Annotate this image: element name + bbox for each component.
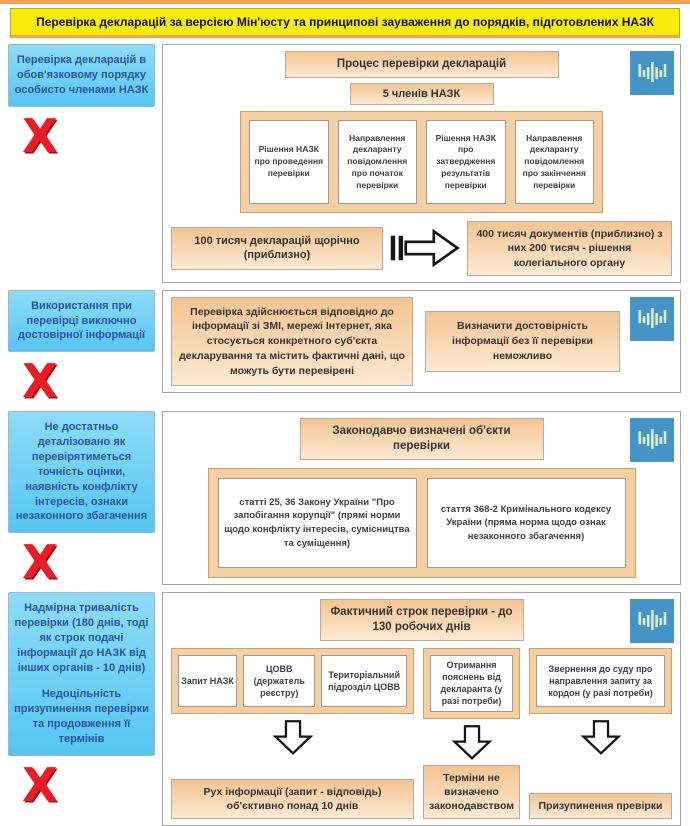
section-3-objection-column bbox=[8, 411, 155, 590]
section-3 bbox=[8, 411, 681, 590]
objection-duration-text: Надмірна тривалість перевірки (180 днів, тоді як строк подачі інформації до НАЗК від інших органів - 10 днів) bbox=[14, 602, 149, 674]
section-1-panel bbox=[162, 44, 681, 283]
objection-box: Використання при перевірці виключно достовірної інформації bbox=[8, 290, 155, 353]
process-steps-container bbox=[240, 111, 603, 213]
flow-arrow-down-icon bbox=[450, 724, 494, 761]
court-request-column bbox=[529, 648, 672, 819]
flow-arrow-right-icon bbox=[389, 225, 461, 271]
ministry-justice-logo-icon bbox=[630, 51, 674, 95]
law-article: статті 25, 36 Закону України "Про запобігання корупції" (прямі норми щодо конфлікту інтересів, сумісництва та суміщення) bbox=[218, 478, 417, 568]
objection-box: Не достатньо деталізовано як перевірятиметься точність оцінки, наявність конфлікту інтересів, ознаки незаконного збагачення bbox=[8, 411, 155, 533]
section-4-panel bbox=[162, 592, 681, 826]
flow-arrow-down-icon bbox=[579, 719, 623, 756]
information-source-box: Перевірка здійснюється відповідно до інформації зі ЗМІ, мережі Інтернет, яка стосується конкретного суб'єкта декларування та містить фактичні дані, що можуть бути перевірені bbox=[171, 297, 413, 386]
process-step: Направлення декларанту повідомлення про початок перевірки bbox=[338, 120, 418, 204]
legal-articles-container bbox=[208, 468, 636, 578]
section-1-objection-column bbox=[8, 44, 155, 163]
court-request-box: Звернення до суду про направлення запиту за кордон (у разі потреби) bbox=[536, 655, 665, 707]
rejection-x-mark: X bbox=[22, 354, 58, 409]
chain-node: Запит НАЗК bbox=[178, 655, 237, 707]
process-step: Направлення декларанту повідомлення про закінчення перевірки bbox=[515, 120, 595, 204]
actual-term-title: Фактичний строк перевірки - до 130 робочих днів bbox=[320, 599, 524, 641]
section-2 bbox=[8, 290, 681, 409]
section-4-objection-column bbox=[8, 592, 155, 812]
spacer bbox=[13, 675, 150, 687]
resulting-volume-box: 400 тисяч документів (приблизно) з них 200 тисяч - рішення колегіального органу bbox=[467, 221, 672, 276]
members-count-box: 5 членів НАЗК bbox=[350, 83, 494, 105]
explanations-column bbox=[423, 648, 520, 819]
explanations-container bbox=[423, 648, 520, 719]
rejection-x-mark: X bbox=[22, 108, 58, 163]
conclusion-box: Визначити достовірність інформації без її перевірки неможливо bbox=[425, 311, 620, 371]
info-request-column bbox=[171, 648, 414, 819]
legal-objects-title: Законодавчо визначені об'єкти перевірки bbox=[300, 418, 544, 460]
outcome-suspension-box: Призупинення превірки bbox=[529, 793, 672, 819]
process-step: Рішення НАЗК про затвердження результатів перевірки bbox=[426, 120, 506, 204]
process-step: Рішення НАЗК про проведення перевірки bbox=[249, 120, 329, 204]
objection-box bbox=[8, 592, 155, 756]
rejection-x-mark: X bbox=[22, 535, 58, 590]
ministry-justice-logo-icon bbox=[630, 297, 674, 341]
outcome-info-flow-box: Рух інформації (запит - відповідь) об'єктивно понад 10 днів bbox=[171, 779, 414, 819]
process-title: Процес перевірки декларацій bbox=[285, 51, 559, 78]
objection-box: Перевірка декларацій в обов'язковому порядку особисто членами НАЗК bbox=[8, 44, 155, 107]
section-2-body bbox=[171, 297, 672, 386]
section-3-panel bbox=[162, 411, 681, 585]
page-title: Перевірка декларацій за версією Мін'юсту та принципові зауваження до порядків, підготовлених НАЗК bbox=[10, 8, 680, 38]
flow-arrow-down-icon bbox=[271, 719, 315, 756]
section-2-panel bbox=[162, 290, 681, 393]
court-request-container bbox=[529, 648, 672, 714]
chain-node: ЦОВВ (держатель реєстру) bbox=[243, 655, 315, 707]
section-4 bbox=[8, 592, 681, 826]
outcome-terms-box: Терміни не визначено законодавством bbox=[423, 765, 520, 820]
annual-volume-box: 100 тисяч декларацій щорічно (приблизно) bbox=[171, 227, 383, 271]
explanations-box: Отримання пояснень від декларанта (у разі потреби) bbox=[430, 655, 513, 712]
ministry-justice-logo-icon bbox=[630, 599, 674, 643]
ministry-justice-logo-icon bbox=[630, 418, 674, 462]
request-chain-container bbox=[171, 648, 414, 714]
top-accent-strip bbox=[0, 0, 690, 4]
volume-flow-row bbox=[171, 221, 672, 276]
objection-suspension-text: Недоцільність призупинення перевірки та продовження її термінів bbox=[14, 688, 149, 745]
chain-node: Територіальний підрозділ ЦОВВ bbox=[321, 655, 407, 707]
section-4-columns bbox=[171, 648, 672, 819]
section-2-objection-column bbox=[8, 290, 155, 409]
law-article: стаття 368-2 Кримінального кодексу України (пряма норма щодо ознак незаконного збагачення) bbox=[427, 478, 626, 568]
section-1 bbox=[8, 44, 681, 283]
rejection-x-mark: X bbox=[22, 757, 58, 812]
